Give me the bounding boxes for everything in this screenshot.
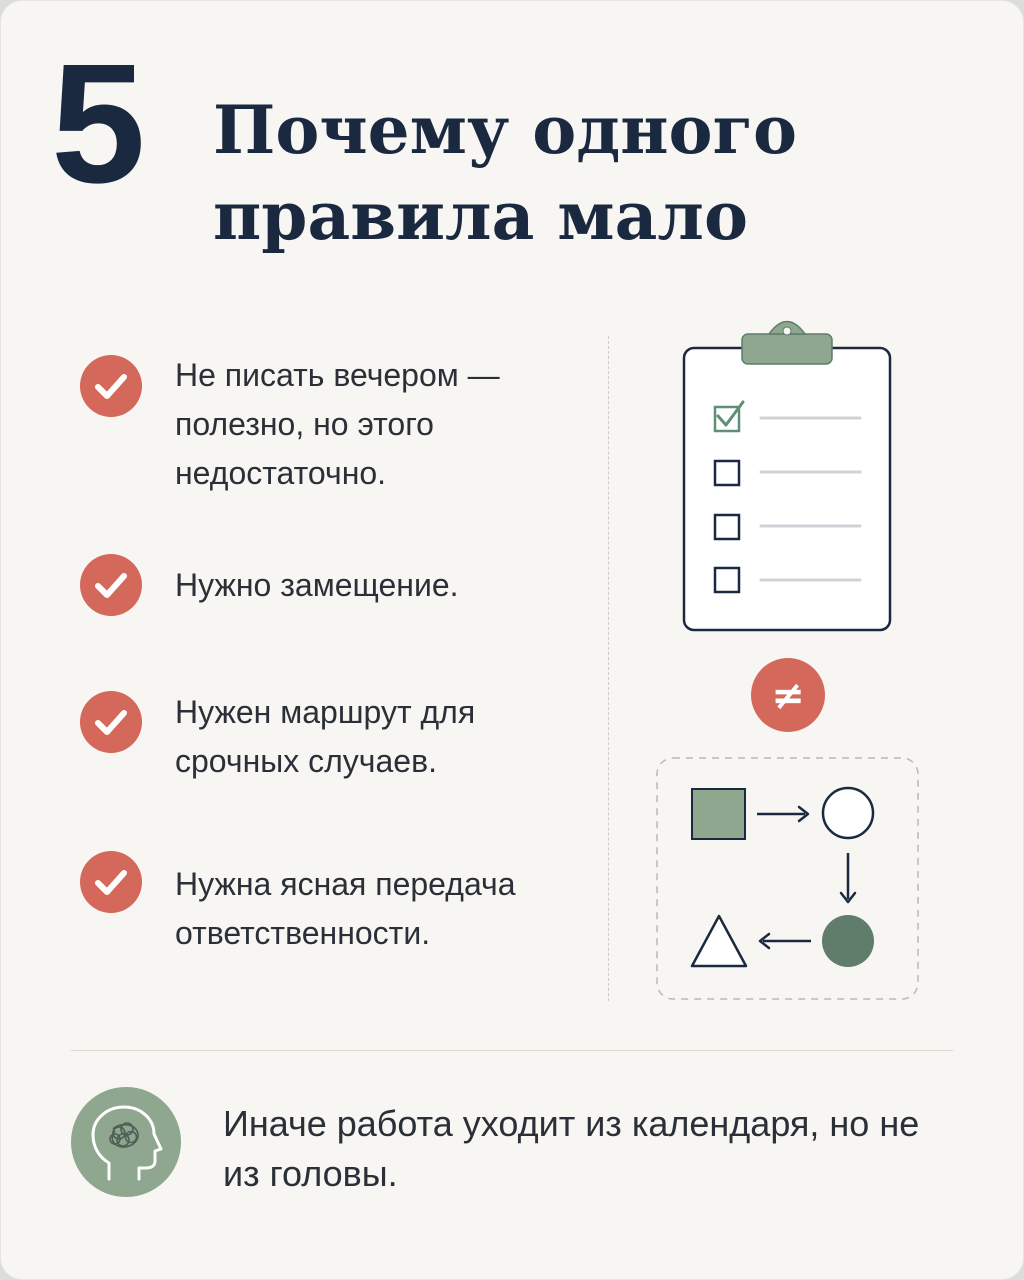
process-flow-icon [657, 758, 918, 999]
check-icon [79, 690, 143, 754]
check-icon [79, 850, 143, 914]
horizontal-divider [71, 1050, 953, 1051]
vertical-divider [608, 336, 609, 1001]
illustration [641, 301, 941, 1021]
clipboard-checklist-icon [684, 322, 890, 631]
list-item-text: Нужен маршрут для срочных случаев. [175, 694, 476, 779]
list-item-text: Нужно замещение. [175, 567, 459, 603]
not-equal-icon [751, 658, 825, 732]
footer-text: Иначе работа уходит из календаря, но не из головы. [223, 1103, 920, 1194]
section-number: 5 [51, 29, 146, 219]
not-equal-symbol: ≠ [771, 673, 805, 719]
list-item-text: Не писать вечером — полезно, но этого недостаточно. [175, 357, 500, 491]
list-item-text: Нужна ясная передача ответственности. [175, 866, 516, 951]
check-icon [79, 553, 143, 617]
head-with-tangled-thoughts-icon [71, 1087, 181, 1197]
check-icon [79, 354, 143, 418]
page-title: Почему одного правила мало [213, 91, 798, 255]
